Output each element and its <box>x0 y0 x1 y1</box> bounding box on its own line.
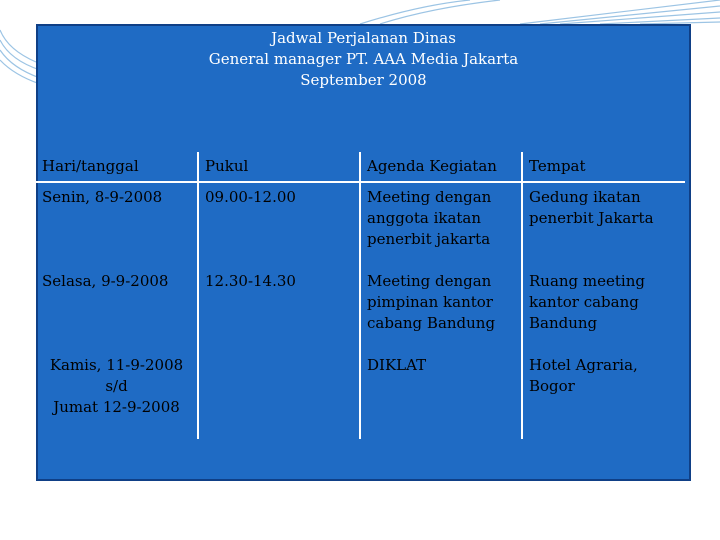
day-cell <box>36 351 198 439</box>
agenda-cell: DIKLAT <box>360 351 522 439</box>
day-range-end: Jumat 12-9-2008 <box>53 398 180 416</box>
column-header-day: Hari/tanggal <box>36 152 198 182</box>
place-cell: Gedung ikatan penerbit Jakarta <box>522 182 685 267</box>
time-cell <box>198 351 360 439</box>
agenda-cell: Meeting dengan pimpinan kantor cabang Bandung <box>360 267 522 351</box>
time-cell: 12.30-14.30 <box>198 267 360 351</box>
column-header-time: Pukul <box>198 152 360 182</box>
place-cell: Hotel Agraria, Bogor <box>522 351 685 439</box>
time-cell: 09.00-12.00 <box>198 182 360 267</box>
place-cell: Ruang meeting kantor cabang Bandung <box>522 267 685 351</box>
page-title <box>38 28 689 91</box>
column-header-place: Tempat <box>522 152 685 182</box>
table-row <box>36 267 685 351</box>
day-range-start: Kamis, 11-9-2008 <box>49 356 184 374</box>
title-line-3: September 2008 <box>300 71 427 89</box>
day-cell: Senin, 8-9-2008 <box>42 188 163 206</box>
day-range-separator: s/d <box>105 377 128 395</box>
title-line-1: Jadwal Perjalanan Dinas <box>271 29 456 47</box>
day-cell: Selasa, 9-9-2008 <box>42 272 169 290</box>
schedule-table <box>36 152 685 439</box>
table-row <box>36 351 685 439</box>
column-header-agenda: Agenda Kegiatan <box>360 152 522 182</box>
title-line-2: General manager PT. AAA Media Jakarta <box>208 50 519 68</box>
table-row <box>36 182 685 267</box>
agenda-cell: Meeting dengan anggota ikatan penerbit jakarta <box>360 182 522 267</box>
table-header-row <box>36 152 685 182</box>
